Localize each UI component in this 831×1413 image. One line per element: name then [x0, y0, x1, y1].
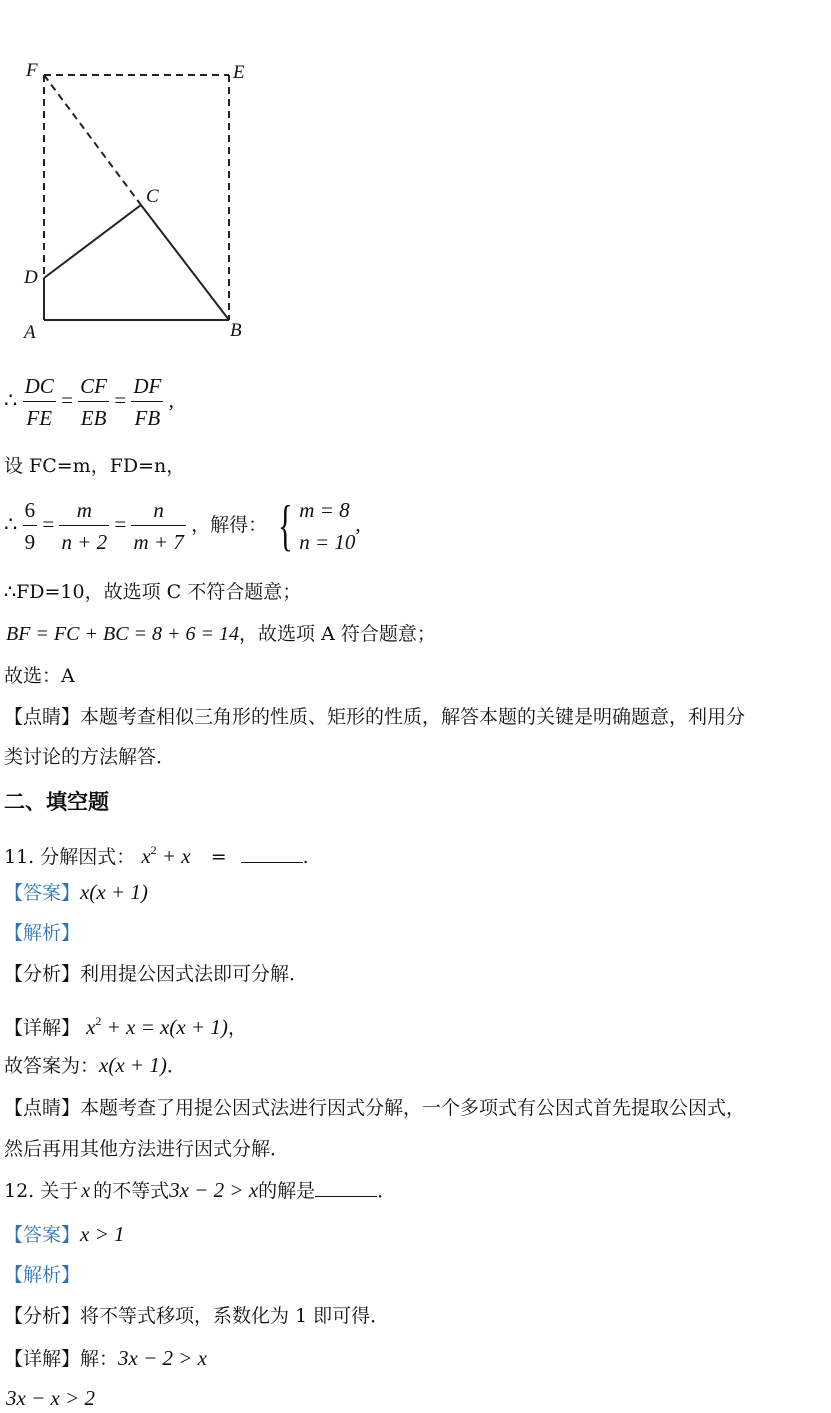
segment-dc	[44, 205, 141, 278]
solution-system: m = 8 n = 10	[299, 498, 356, 554]
dianjing-note-1b: 类讨论的方法解答．	[4, 746, 176, 768]
fraction-df-fb: $\frac{DF}{FB}$	[133, 374, 162, 430]
final-answer-11: 故答案为：x(x + 1)．	[4, 1053, 186, 1077]
label-b: B	[230, 320, 242, 341]
section-heading: 二、填空题	[4, 790, 109, 814]
geometry-figure	[0, 0, 300, 350]
label-c: C	[146, 186, 159, 207]
dianjing-note-1: 【点睛】本题考查相似三角形的性质、矩形的性质，解答本题的关键是明确题意，利用分	[4, 706, 746, 728]
answer-11: 【答案】x(x + 1)	[4, 880, 148, 904]
fenxi-12: 【分析】将不等式移项，系数化为 1 即可得．	[4, 1305, 390, 1327]
jiexi-label-11: 【解析】	[4, 922, 81, 944]
fraction-cf-eb: $\frac{CF}{EB}$	[80, 374, 107, 430]
fraction-n-m7: $\frac{n}{m + 7}$	[133, 498, 184, 554]
fraction-dc-fe: $\frac{DC}{FE}$	[24, 374, 54, 430]
fd-conclusion: ∴FD=10，故选项 C 不符合题意；	[4, 581, 302, 603]
xiangjie-12: 【详解】解：3x − 2 > x	[4, 1346, 207, 1370]
fenxi-11: 【分析】利用提公因式法即可分解．	[4, 963, 309, 985]
label-e: E	[233, 62, 245, 83]
question-11: 11. 分解因式： $x^2 + x$ = .	[4, 843, 309, 868]
label-d: D	[24, 267, 38, 288]
answer-blank-11	[241, 848, 303, 863]
let-variables: 设 FC=m，FD=n，	[4, 455, 186, 477]
bf-conclusion: BF = FC + BC = 8 + 6 = 14，故选项 A 符合题意；	[6, 623, 436, 645]
segment-cb	[141, 205, 229, 320]
answer-blank-12	[315, 1182, 377, 1197]
label-f: F	[26, 60, 38, 81]
ratio-equation: ∴ $\frac{DC}{FE}$ = $\frac{CF}{EB}$ = $\frac{DF}{FB}$ ,	[4, 374, 174, 430]
step-rearrange: 3x − x > 2	[6, 1386, 95, 1410]
dianjing-note-2b: 然后再用其他方法进行因式分解．	[4, 1138, 290, 1160]
proportion-equation: ∴ $\frac{6}{9}$ = $\frac{m}{n + 2}$ = $\frac{n}{m + 7}$ ，解得： { m = 8 n = 10 ,	[4, 495, 361, 557]
segment-fc	[44, 75, 141, 205]
jiexi-label-12: 【解析】	[4, 1264, 81, 1286]
dianjing-note-2: 【点睛】本题考查了用提公因式法进行因式分解，一个多项式有公因式首先提取公因式，	[4, 1097, 746, 1119]
label-a: A	[24, 322, 36, 343]
fraction-m-n2: $\frac{m}{n + 2}$	[61, 498, 108, 554]
fraction-6-9: $\frac{6}{9}$	[24, 498, 36, 554]
answer-12: 【答案】x > 1	[4, 1222, 125, 1246]
answer-choice: 故选：A	[4, 665, 75, 687]
question-12: 12. 关于 x 的不等式3x − 2 > x的解是 ．	[4, 1178, 397, 1202]
xiangjie-11: 【详解】 $x^2 + x = x(x + 1)$，	[4, 1014, 247, 1039]
